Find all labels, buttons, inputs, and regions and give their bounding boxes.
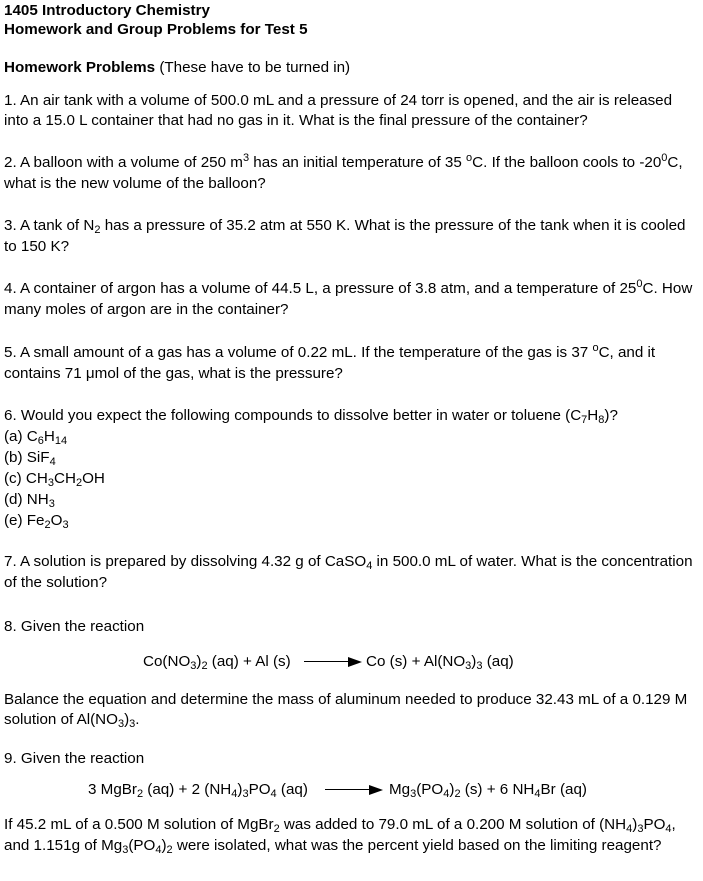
degree-mark: 0 — [636, 278, 643, 290]
subscript: 8 — [598, 414, 605, 426]
equation-text: (aq) + Al (s) — [207, 653, 291, 670]
problem-7-text: in 500.0 mL of water. What is the concentration of the solution? — [4, 553, 693, 591]
problem-1-text: 1. An air tank with a volume of 500.0 mL and a pressure of 24 torr is opened, and the air is released into a 15.0 L container that had no gas in it. What is the final pressure of the container? — [4, 92, 673, 129]
subscript: 4 — [270, 788, 277, 800]
problem-6-text: 6. Would you expect the following compounds to dissolve better in water or toluene (C — [4, 407, 582, 424]
section-title: Homework Problems — [4, 59, 156, 76]
subscript: 3 — [62, 519, 69, 531]
compound-text: OH — [82, 470, 105, 487]
compound-text: CH — [54, 470, 76, 487]
problem-3 — [4, 216, 699, 257]
reaction-arrow — [304, 656, 362, 668]
problem-9-text: If 45.2 mL of a 0.500 M solution of MgBr — [4, 816, 274, 833]
problem-9-text: (PO — [128, 837, 156, 854]
problem-8-text: 8. Given the reaction — [4, 618, 145, 635]
equation-text: Co (s) + Al(NO — [366, 653, 466, 670]
compound-e — [4, 511, 699, 532]
equation-text: ) — [471, 653, 477, 670]
compound-text: (b) SiF — [4, 449, 50, 466]
subscript: 3 — [122, 844, 129, 856]
equation-text: ) — [237, 781, 243, 798]
document-title — [4, 1, 699, 39]
problem-4 — [4, 279, 699, 320]
subscript: 3 — [242, 788, 249, 800]
subscript: 2 — [454, 788, 461, 800]
subscript: 3 — [117, 718, 125, 730]
reaction-8-products — [366, 652, 514, 673]
equation-text: PO — [248, 781, 271, 798]
subscript: 2 — [201, 660, 208, 672]
problem-8-question — [4, 690, 699, 731]
subscript: 4 — [665, 823, 672, 835]
problem-3-text: has a pressure of 35.2 atm at 550 K. What is the pressure of the tank when it is cooled to 150 K? — [4, 217, 686, 255]
subscript: 3 — [48, 498, 55, 510]
equation-text: (aq) — [482, 653, 514, 670]
compound-text: (e) Fe — [4, 512, 45, 529]
problem-9-lead — [4, 749, 699, 769]
problem-2 — [4, 153, 699, 194]
compound-text: (a) C — [4, 428, 38, 445]
equation-text: Co(NO — [143, 653, 191, 670]
problem-9-question — [4, 815, 699, 857]
section-heading — [4, 58, 699, 78]
reaction-8-reactants — [143, 652, 291, 673]
problem-8-lead — [4, 617, 699, 637]
superscript: 3 — [242, 152, 250, 164]
subscript: 3 — [637, 823, 644, 835]
equation-text: (aq) — [276, 781, 308, 798]
subscript: 4 — [626, 823, 633, 835]
subscript: 6 — [37, 435, 44, 447]
subscript: 4 — [443, 788, 450, 800]
problem-6-text: H — [587, 407, 599, 424]
problem-1 — [4, 91, 699, 131]
problem-9-text: was added to 79.0 mL of a 0.200 M solution of (NH — [279, 816, 627, 833]
subscript: 4 — [534, 788, 541, 800]
problem-2-text: 2. A balloon with a volume of 250 m — [4, 154, 243, 171]
subscript: 2 — [273, 823, 280, 835]
degree-mark: 0 — [661, 152, 668, 164]
section-note: (These have to be turned in) — [159, 59, 351, 76]
problem-2-text: C. If the balloon cools to -20 — [472, 154, 662, 171]
equation-text: Mg — [389, 781, 411, 798]
compound-c — [4, 469, 699, 490]
subscript: 2 — [44, 519, 51, 531]
compound-text: O — [50, 512, 63, 529]
subscript: 3 — [465, 660, 472, 672]
subscript: 3 — [476, 660, 483, 672]
course-title: 1405 Introductory Chemistry — [4, 2, 210, 19]
problem-8-text: . — [135, 711, 140, 728]
problem-9-text: ) — [632, 816, 638, 833]
problem-9-text: , and 1.151g of Mg — [4, 816, 676, 854]
worksheet-subtitle: Homework and Group Problems for Test 5 — [4, 21, 308, 38]
problem-5-text: 5. A small amount of a gas has a volume of 0.22 mL. If the temperature of the gas is 37 — [4, 344, 593, 361]
problem-4-text: C. How many moles of argon are in the container? — [4, 280, 693, 318]
equation-text: 3 MgBr — [88, 781, 137, 798]
equation-text: ) — [449, 781, 455, 798]
problem-2-text: has an initial temperature of 35 — [249, 154, 467, 171]
compound-text: H — [43, 428, 55, 445]
problem-5-text: C, and it contains 71 — [4, 344, 656, 382]
subscript: 3 — [129, 718, 136, 730]
compound-text: (d) NH — [4, 491, 49, 508]
problem-6-text: )? — [604, 407, 618, 424]
problem-5 — [4, 343, 699, 384]
subscript: 4 — [366, 560, 373, 572]
equation-text: ) — [196, 653, 202, 670]
problem-7-text: 7. A solution is prepared by dissolving 4.32 g of CaSO — [4, 553, 367, 570]
compound-a — [4, 427, 699, 448]
reaction-9-reactants — [88, 780, 308, 801]
problem-4-text: 4. A container of argon has a volume of 44.5 L, a pressure of 3.8 atm, and a temperature of 25 — [4, 280, 637, 297]
subscript: 4 — [49, 456, 56, 468]
reaction-9-products — [389, 780, 587, 801]
problem-6 — [4, 406, 699, 532]
subscript: 3 — [410, 788, 417, 800]
subscript: 4 — [155, 844, 162, 856]
equation-text: (s) + 6 NH — [460, 781, 535, 798]
subscript: 2 — [166, 844, 173, 856]
problem-8-text: Balance the equation and determine the mass of aluminum needed to produce 32.43 mL of a 0.129 M solution of Al(NO — [4, 691, 688, 728]
problem-9-text: were isolated, what was the percent yield based on the limiting reagent? — [172, 837, 662, 854]
degree-mark: o — [466, 152, 473, 164]
problem-5-text: mol of the gas, what is the pressure? — [94, 365, 343, 382]
subscript: 3 — [190, 660, 197, 672]
degree-mark: o — [592, 342, 599, 354]
problem-2-text: C, what is the new volume of the balloon? — [4, 154, 683, 192]
micro-symbol: μ — [85, 365, 95, 382]
equation-text: (PO — [416, 781, 444, 798]
subscript: 2 — [136, 788, 144, 800]
reaction-arrow — [325, 784, 383, 796]
equation-text: Br (aq) — [540, 781, 587, 798]
subscript: 3 — [47, 477, 54, 489]
subscript: 4 — [231, 788, 238, 800]
subscript: 7 — [581, 414, 588, 426]
subscript: 14 — [54, 435, 68, 447]
equation-text: (aq) + 2 (NH — [143, 781, 232, 798]
compound-text: (c) CH — [4, 470, 48, 487]
problem-8-text: ) — [124, 711, 130, 728]
compound-b — [4, 448, 699, 469]
problem-3-text: 3. A tank of N — [4, 217, 95, 234]
subscript: 2 — [94, 224, 101, 236]
problem-9-text: PO — [643, 816, 666, 833]
subscript: 2 — [75, 477, 83, 489]
compound-d — [4, 490, 699, 511]
problem-9-text: 9. Given the reaction — [4, 750, 145, 767]
problem-9-text: ) — [161, 837, 167, 854]
problem-7 — [4, 552, 699, 593]
